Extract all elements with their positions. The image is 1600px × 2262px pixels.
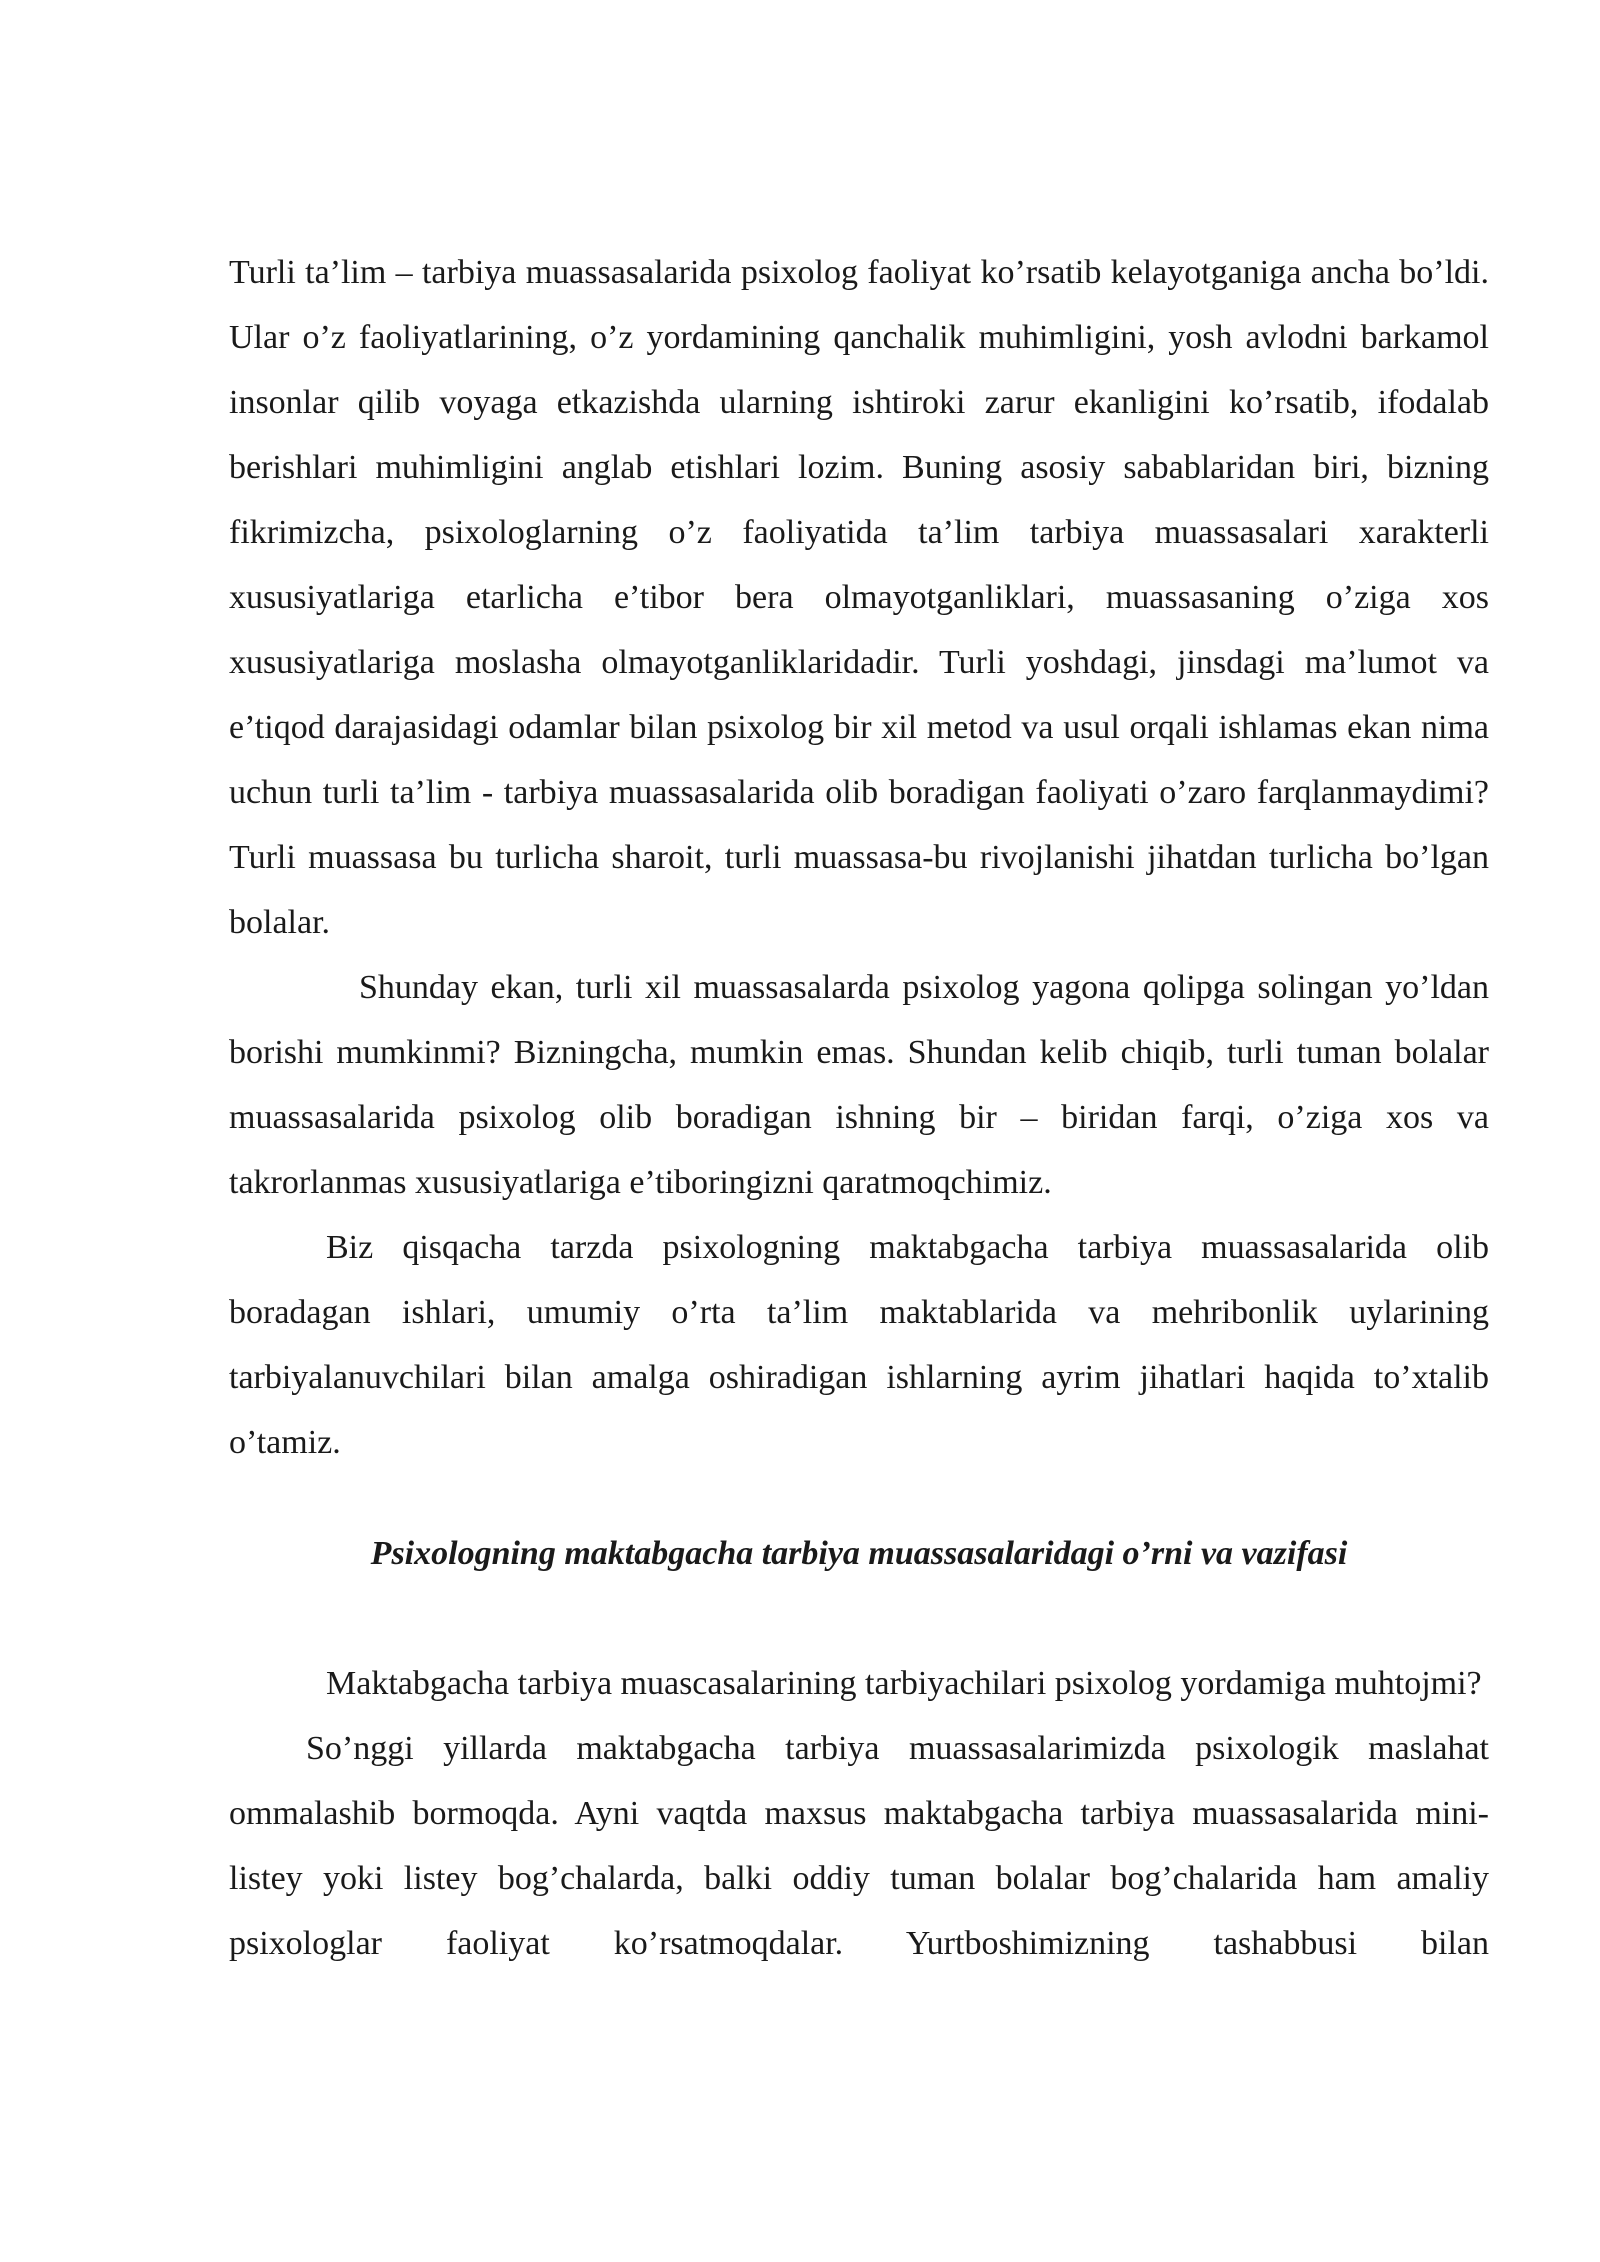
paragraph-question: Maktabgacha tarbiya muascasalarining tarbiyachilari psixolog yordamiga muhtojmi? xyxy=(326,1665,1482,1702)
paragraph-intro: Turli ta’lim – tarbiya muassasalarida psixolog faoliyat ko’rsatib kelayotganiga ancha bo’ldi. Ular o’z faoliyatlarining, o’z yordamining qanchalik muhimligini, yosh avlodni barkamol insonlar qilib voyaga etkazishda ularning ishtiroki zarur ekanligini ko’rsatib, ifodalab berishlari muhimligini anglab etishlari lozim. Buning asosiy sabablaridan biri, bizning fikrimizcha, psixologlarning o’z faoliyatida ta’lim tarbiya muassasalari xarakterli xususiyatlariga etarlicha e’tibor bera olmayotganliklari, muassasaning o’ziga xos xususiyatlariga moslasha olmayotganliklaridadir. Turli yoshdagi, jinsdagi ma’lumot va e’tiqod darajasidagi odamlar bilan psixolog bir xil metod va usul orqali ishlamas ekan nima uchun turli ta’lim - tarbiya muassasalarida olib boradigan faoliyati o’zaro farqlanmaydimi? Turli muassasa bu turlicha sharoit, turli muassasa-bu rivojlanishi jihatdan turlicha bo’lgan bolalar. xyxy=(229,254,1489,941)
paragraph-biz: Biz qisqacha tarzda psixologning maktabgacha tarbiya muassasalarida olib boradagan ishlari, umumiy o’rta ta’lim maktablarida va mehribonlik uylarining tarbiyalanuvchilari bilan amalga oshiradigan ishlarning ayrim jihatlari haqida to’xtalib o’tamiz. xyxy=(229,1229,1489,1461)
paragraph-songgi: So’nggi yillarda maktabgacha tarbiya muassasalarimizda psixologik maslahat ommalashib bormoqda. Ayni vaqtda maxsus maktabgacha tarbiya muassasalarida mini- listey yoki listey bog’chalarda, balki oddiy tuman bolalar bog’chalarida ham amaliy psixologlar faoliyat ko’rsatmoqdalar. Yurtboshimizning tashabbusi bilan xyxy=(229,1730,1489,1962)
document-page xyxy=(229,240,1489,1976)
paragraph-shunday: Shunday ekan, turli xil muassasalarda psixolog yagona qolipga solingan yo’ldan borishi mumkinmi? Bizningcha, mumkin emas. Shundan kelib chiqib, turli tuman bolalar muassasalarida psixolog olib boradigan ishning bir – biridan farqi, o’ziga xos va takrorlanmas xususiyatlariga e’tiboringizni qaratmoqchimiz. xyxy=(229,969,1489,1201)
section-heading: Psixologning maktabgacha tarbiya muassasalaridagi o’rni va vazifasi xyxy=(370,1535,1348,1572)
